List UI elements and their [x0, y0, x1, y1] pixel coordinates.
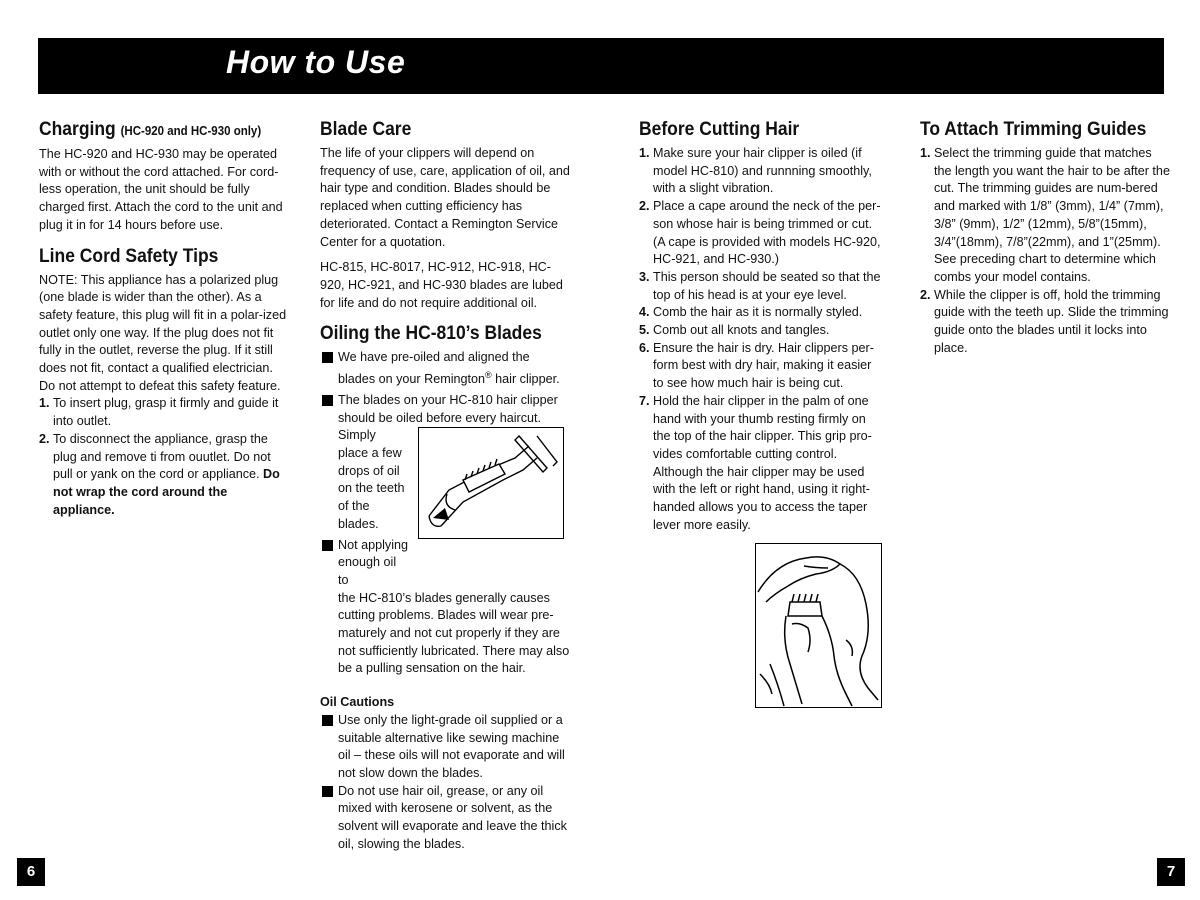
oiling-bullet-text: We have pre-oiled and aligned the blades on your Remington — [338, 350, 530, 387]
oiling-bullet-text-narrow: Not applying enough oil to — [338, 537, 409, 587]
column-1 — [39, 118, 287, 519]
oiling-bullet-text-narrow: Simply place a few drops of oil on the teeth of the blades. — [338, 428, 405, 531]
list-item — [639, 304, 884, 322]
caution-bold-text: Do not — [338, 783, 376, 798]
bullet-square-icon — [322, 715, 333, 726]
list-item — [639, 269, 884, 304]
caution-text: use hair oil, grease, or any oil mixed with kerosene or solvent, as the solvent will evaporate and leave the thick oil, slowing the blades. — [338, 783, 567, 851]
step-text: Comb out all knots and tangles. — [653, 323, 830, 338]
oiling-bullet-continued: the HC-810’s blades generally causes cutting problems. Blades will wear pre-maturely and not cut properly if they are not sufficiently lubricated. There may also be a pulling sensation on the hair. — [338, 590, 570, 676]
list-item — [639, 198, 884, 269]
step-text: To insert plug, grasp it firmly and guide it into outlet. — [53, 396, 279, 429]
step-number: 1. — [920, 146, 931, 160]
step-text: To disconnect the appliance, grasp the plug and remove ti from ouutlet. Do not pull or yank on the cord or appliance. — [53, 431, 271, 482]
oiling-bullet-text: The blades on your HC-810 hair clipper should be oiled before every haircut. — [338, 392, 558, 425]
step-number: 7. — [639, 393, 650, 408]
step-text: Hold the hair clipper in the palm of one hand with your thumb resting firmly on the top of the hair clipper. This grip pro-vides comfortable cutting control. Although the hair clipper may be used with the left or right hand, using it right-handed allows you to access the taper lever more easily. — [653, 393, 872, 532]
page-title: How to Use — [226, 44, 406, 80]
list-item — [320, 349, 570, 389]
list-item — [320, 712, 570, 783]
blade-care-text: The life of your clippers will depend on frequency of use, care, application of oil, and hair type and condition. Blades should be replaced when cutting efficiency has deteriorated. Contact a Remington Service Center for a quotation. — [320, 146, 570, 249]
warning-text: Do not wrap the cord around the appliance. — [53, 467, 280, 517]
list-item — [320, 537, 570, 590]
step-number: 6. — [639, 340, 650, 355]
hand-holding-clipper-icon — [756, 544, 881, 707]
step-text: Ensure the hair is dry. Hair clippers per-form best with dry hair, making it easier to see how much hair is being cut. — [653, 340, 874, 391]
haircut-illustration — [755, 543, 882, 708]
oiling-heading: Oiling the HC-810’s Blades — [320, 323, 542, 345]
oil-cautions-heading: Oil Cautions — [320, 695, 395, 710]
step-number: 2. — [39, 431, 50, 446]
oil-cautions-list — [320, 712, 570, 854]
list-item — [39, 431, 287, 520]
line-cord-heading: Line Cord Safety Tips — [39, 245, 219, 267]
bullet-square-icon — [322, 786, 333, 797]
step-text: Select the trimming guide that matches the length you want the hair to be after the cut. The trimming guides are num-bered and marked with 1/8” (3mm), 1/4” (7mm), 3/8” (9mm), 1/2” (12mm), 5/8”(15mm), 3/4”(18mm), 7/8”(22mm), and 1”(25mm). See preceding chart to determine which combs your model contains. — [934, 146, 1170, 284]
step-number: 1. — [39, 396, 50, 411]
section-header — [38, 38, 1164, 94]
column-4 — [920, 118, 1172, 357]
step-number: 5. — [639, 323, 650, 338]
list-item — [639, 322, 884, 340]
clipper-oiling-icon — [419, 428, 563, 538]
clipper-blade-illustration — [418, 427, 564, 539]
blade-care-heading: Blade Care — [320, 119, 412, 140]
step-number: 3. — [639, 269, 650, 284]
step-text: While the clipper is off, hold the trimming guide with the teeth up. Slide the trimming guide onto the blades until it locks into place. — [934, 287, 1169, 355]
step-number: 2. — [639, 199, 650, 214]
charging-heading — [39, 118, 267, 143]
bullet-square-icon — [322, 352, 333, 363]
column-3 — [639, 118, 884, 534]
caution-text: Use only the light-grade oil supplied or a suitable alternative like sewing machine oil – these oils will not evaporate and will not slow down the blades. — [338, 712, 565, 780]
before-cutting-steps — [639, 145, 884, 534]
step-number: 1. — [639, 146, 650, 160]
step-number: 2. — [920, 287, 931, 302]
trimming-guides-steps — [920, 145, 1172, 357]
line-cord-steps — [39, 395, 287, 519]
list-item — [639, 340, 884, 393]
registered-mark: ® — [485, 370, 492, 381]
step-text: Place a cape around the neck of the per-son whose hair is being trimmed or cut. (A cape is provided with models HC-920, HC-921, and HC-930.) — [653, 199, 881, 267]
step-text: Comb the hair as it is normally styled. — [653, 305, 863, 320]
bullet-square-icon — [322, 395, 333, 406]
line-cord-note: NOTE: This appliance has a polarized plug (one blade is wider than the other). As a safety feature, this plug will fit in a polar-ized outlet only one way. If the plug does not fit fully in the outlet, reverse the plug. If it still does not fit, contact a qualified electrician. Do not attempt to defeat this safety feature. — [39, 272, 287, 393]
list-item — [639, 145, 884, 198]
list-item — [920, 287, 1172, 358]
step-number: 4. — [639, 305, 650, 320]
list-item — [39, 395, 287, 430]
step-text: Make sure your hair clipper is oiled (if model HC-810) and runnning smoothly, with a slight vibration. — [653, 146, 872, 196]
blade-care-models-text: HC-815, HC-8017, HC-912, HC-918, HC-920, HC-921, and HC-930 blades are lubed for life and do not require additional oil. — [320, 260, 563, 310]
list-item — [639, 393, 884, 535]
step-text: This person should be seated so that the top of his head is at your eye level. — [653, 269, 881, 302]
trimming-guides-heading: To Attach Trimming Guides — [920, 119, 1147, 140]
page-number-right: 7 — [1157, 858, 1185, 886]
page-number-left: 6 — [17, 858, 45, 886]
charging-models: (HC-920 and HC-930 only) — [120, 124, 262, 138]
charging-text: The HC-920 and HC-930 may be operated with or without the cord attached. For cord-less operation, the unit should be fully charged first. Attach the cord to the unit and plug it in for 14 hours before use. — [39, 147, 283, 232]
list-item — [920, 145, 1172, 287]
charging-title: Charging — [39, 119, 116, 140]
bullet-square-icon — [322, 540, 333, 551]
list-item — [320, 783, 570, 854]
oiling-bullet-text-end: hair clipper. — [491, 372, 560, 387]
before-cutting-heading: Before Cutting Hair — [639, 119, 800, 140]
